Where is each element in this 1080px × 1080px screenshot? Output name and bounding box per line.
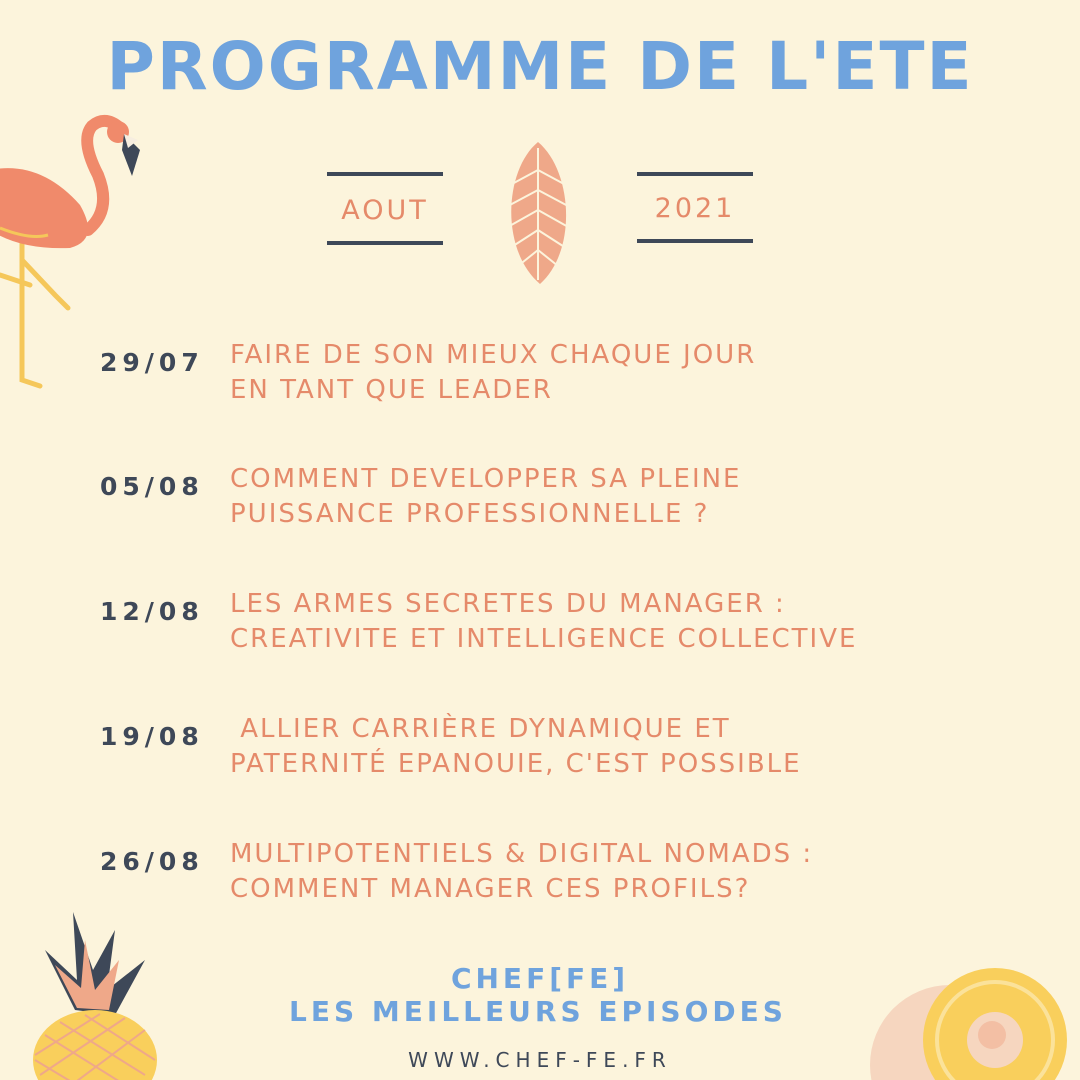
month-bottom-rule [327, 241, 443, 245]
website-url: WWW.CHEF-FE.FR [408, 1048, 672, 1072]
year-bottom-rule [637, 239, 753, 243]
episode-title-line2: PATERNITÉ EPANOUIE, C'EST POSSIBLE [230, 749, 802, 779]
episode-title-line1: ALLIER CARRIÈRE DYNAMIQUE ET [230, 714, 731, 744]
page-title: PROGRAMME DE L'ETE [106, 28, 974, 105]
list-item [0, 338, 1080, 408]
episode-title-line2: PUISSANCE PROFESSIONNELLE ? [230, 499, 710, 529]
episode-title-line2: COMMENT MANAGER CES PROFILS? [230, 874, 751, 904]
episode-date: 12/08 [100, 597, 204, 626]
month-label: AOUT [341, 195, 429, 226]
episode-date: 19/08 [100, 722, 204, 751]
list-item [0, 837, 1080, 907]
brand-subtitle: LES MEILLEURS EPISODES [289, 995, 787, 1028]
episode-title-line1: LES ARMES SECRETES DU MANAGER : [230, 589, 786, 619]
episode-title-line1: FAIRE DE SON MIEUX CHAQUE JOUR [230, 340, 757, 370]
brand-title: CHEF[FE] [450, 962, 630, 995]
episode-title-line1: COMMENT DEVELOPPER SA PLEINE [230, 464, 742, 494]
episode-title-line2: CREATIVITE ET INTELLIGENCE COLLECTIVE [230, 624, 858, 654]
episode-date: 29/07 [100, 348, 204, 377]
leaf-icon [500, 140, 576, 286]
month-top-rule [327, 172, 443, 176]
list-item [0, 587, 1080, 657]
year-top-rule [637, 172, 753, 176]
year-label: 2021 [654, 193, 736, 224]
episode-date: 26/08 [100, 847, 204, 876]
list-item [0, 712, 1080, 782]
episode-title-line1: MULTIPOTENTIELS & DIGITAL NOMADS : [230, 839, 814, 869]
list-item [0, 462, 1080, 532]
episode-date: 05/08 [100, 472, 204, 501]
episode-title-line2: EN TANT QUE LEADER [230, 375, 553, 405]
